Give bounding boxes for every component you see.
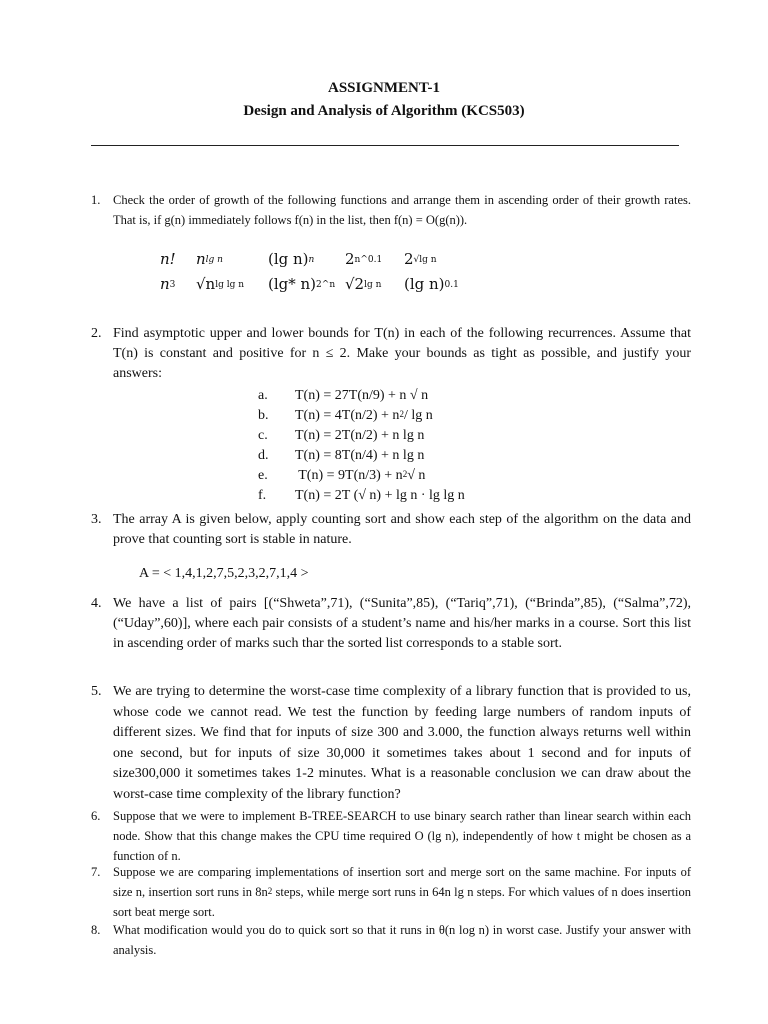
function-item: (lg* n)$^{2\^{}n}$ — [268, 275, 336, 293]
question-4: 4. We have a list of pairs [(“Shweta”,71), (“Sunita”,85), (“Tariq”,71), (“Brinda”,85), (“Salma”,72), (“Uday”,60)], where each pair consists of a student’s name and his/her marks in a course. Sort this list in ascending order of marks such thar the sorted list corresponds to a stable sort. — [91, 596, 691, 651]
function-item: $n^3$ — [160, 275, 176, 293]
function-item: $2^{√lg n}$ — [404, 250, 437, 268]
function-item: (lg n)$^{0.1}$ — [404, 275, 459, 293]
header-rule — [91, 145, 679, 146]
recurrence-item: c. T(n) = 2T(n/2) + n lg n — [258, 428, 425, 443]
recurrence-item: e. $T(n) = 9T(n/3) + n^2√$ n — [258, 468, 426, 483]
function-item: $n^{lg n}$ — [196, 250, 223, 268]
question-7: 7. Suppose we are comparing implementations of insertion sort and merge sort on the same machine. For inputs of size n, insertion sort runs in $8n^2$ steps, while merge sort runs in 64n lg n steps. For which values of n does insertion sort beat merge sort. — [91, 865, 691, 919]
recurrence-item: a. T(n) = 27T(n/9) + n √ n — [258, 388, 429, 403]
course-title: Design and Analysis of Algorithm (KCS503) — [243, 103, 525, 119]
function-item: $√2^{lg n}$ — [345, 275, 382, 293]
recurrence-item: f. T(n) = 2T (√ n) + lg n · lg lg n — [258, 488, 465, 503]
question-5: 5. We are trying to determine the worst-case time complexity of a library function that is provided to us, whose code we cannot read. We test the function by feeding large numbers of random inputs of different sizes. We find that for inputs of size 300 and 3.000, the function always returns well within one second, but for inputs of size 30,000 it sometimes takes about 1 second and for inputs of size300,000 it sometimes takes 1-2 minutes. What is a reasonable conclusion we can draw about the worst-case time complexity of the library function? — [91, 684, 691, 802]
function-item: $√n^{lg lg n}$ — [196, 275, 245, 293]
recurrence-item: d. T(n) = 8T(n/4) + n lg n — [258, 448, 425, 463]
question-3: 3. The array A is given below, apply counting sort and show each step of the algorithm on the data and prove that counting sort is stable in nature. — [91, 512, 691, 547]
question-6: 6. Suppose that we were to implement B-TREE-SEARCH to use binary search rather than linear search within each node. Show that this change makes the CPU time required O (lg n), independently of how t might be chosen as a function of n. — [91, 809, 691, 863]
recurrence-item: b. $T(n) = 4T(n/2) + n^2/$ lg n — [258, 408, 433, 423]
array-definition: A = < 1,4,1,2,7,5,2,3,2,7,1,4 > — [139, 566, 309, 581]
question-1: 1. Check the order of growth of the following functions and arrange them in ascending order of their growth rates. That is, if g(n) immediately follows f(n) in the list, then f(n) = O(g(n)). — [91, 193, 691, 227]
question-8: 8. What modification would you do to quick sort so that it runs in θ(n log n) in worst case. Justify your answer with analysis. — [91, 923, 691, 957]
assignment-title: ASSIGNMENT-1 — [328, 80, 440, 96]
function-item: (lg n)$^n$ — [268, 250, 315, 268]
question-2: 2. Find asymptotic upper and lower bounds for T(n) in each of the following recurrences. Assume that T(n) is constant and positive for n ≤ 2. Make your bounds as tight as possible, and justify your answers: — [91, 326, 691, 381]
function-item: $2^{n\^{}0.1}$ — [345, 250, 383, 268]
function-item: n! — [160, 250, 176, 268]
